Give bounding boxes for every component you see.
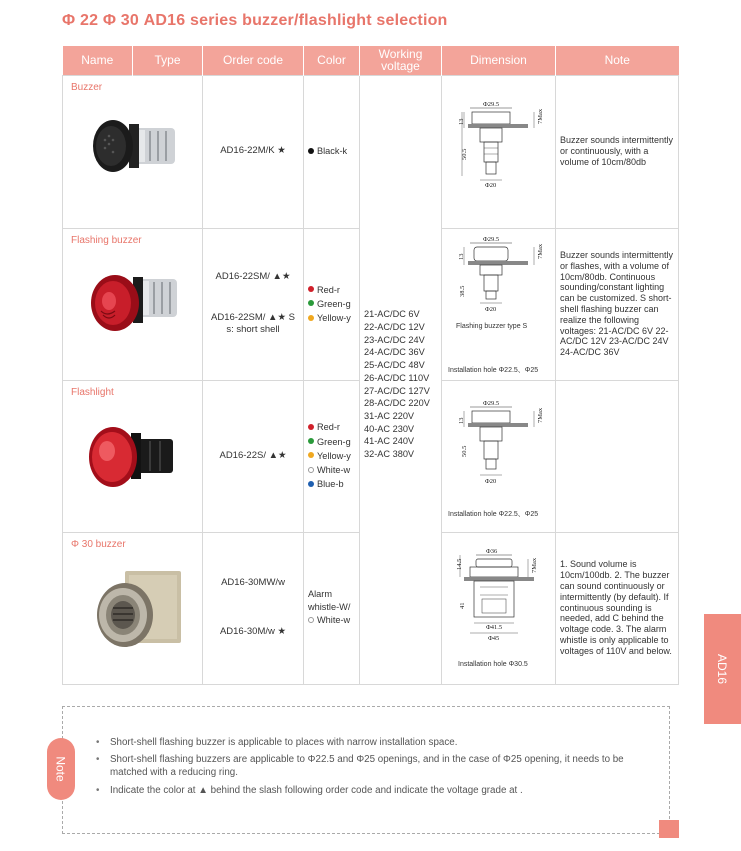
header-order-code: Order code	[203, 46, 304, 75]
voltage-item: 21-AC/DC 6V	[364, 309, 420, 320]
svg-text:Φ29.5: Φ29.5	[483, 399, 500, 407]
note-item: • Indicate the color at ▲ behind the slash following order code and indicate the voltage grade at .	[94, 784, 654, 797]
product-cell-flashlight	[63, 380, 203, 532]
color-swatch-green	[308, 438, 314, 444]
page-title: Φ 22 Φ 30 AD16 series buzzer/flashlight selection	[62, 12, 448, 29]
svg-text:41: 41	[459, 602, 466, 609]
flashing-buzzer-product-image	[89, 265, 189, 345]
header-name: Name	[63, 46, 133, 75]
product-cell-buzzer	[63, 75, 203, 228]
color-item-black: Black-k	[308, 144, 357, 158]
order-code: AD16-22SM/ ▲★	[215, 270, 291, 282]
dimension-cell	[442, 228, 556, 380]
installation-hole-caption: Installation hole Φ22.5、Φ25	[448, 510, 539, 518]
voltage-item: 32-AC 380V	[364, 448, 415, 459]
svg-text:50.5: 50.5	[461, 445, 468, 457]
product-name: Flashing buzzer	[71, 234, 142, 246]
product-name: Φ 30 buzzer	[71, 538, 126, 550]
color-swatch-blue	[308, 481, 314, 487]
svg-text:7Max: 7Max	[531, 557, 538, 573]
note-cell: 1. Sound volume is 10cm/100db. 2. The buzzer can sound continuously or intermittently (by default). If continuous sounding is needed, add C behind the voltage code. 3. The alarm whistle is only applicable to voltages of 110V and below.	[556, 532, 679, 684]
header-dimension: Dimension	[442, 46, 556, 75]
svg-text:7Max: 7Max	[537, 243, 544, 259]
dimension-cell	[442, 532, 556, 684]
note-item: • Short-shell flashing buzzer is applicable to places with narrow installation space.	[94, 736, 654, 749]
color-item-blue: Blue-b	[308, 477, 357, 491]
corner-marker	[659, 820, 679, 838]
color-item-yellow: Yellow-y	[308, 311, 357, 325]
color-item-alarm-whistle: Alarm whistle-W/	[308, 589, 351, 612]
phi30-buzzer-dimension-drawing	[450, 547, 550, 651]
svg-text:14.5: 14.5	[456, 558, 463, 570]
color-item-green: Green-g	[308, 297, 357, 311]
voltage-item: 41-AC 240V	[364, 436, 415, 447]
color-item-yellow: Yellow-y	[308, 449, 357, 463]
color-item-red: Red-r	[308, 283, 357, 297]
order-code: AD16-30M/w ★	[219, 626, 287, 637]
color-item-red: Red-r	[308, 420, 357, 434]
voltage-item: 23-AC/DC 24V	[364, 334, 425, 345]
svg-text:13: 13	[458, 118, 465, 125]
voltage-cell	[360, 75, 442, 684]
color-swatch-white	[308, 617, 314, 623]
note-cell: Buzzer sounds intermittently or flashes, with a volume of 10cm/80db. Continuous sounding/constant lighting can be customized. S short-shell flashing buzzer can realize the following voltages: 21-AC/DC 6V 22-AC/DC 12V 23-AC/DC 24V 24-AC/DC 36V	[556, 228, 679, 380]
svg-text:Φ20: Φ20	[485, 305, 497, 313]
color-item-white: White-w	[308, 613, 357, 627]
installation-hole-caption: Installation hole Φ22.5、Φ25	[448, 366, 539, 374]
svg-text:7Max: 7Max	[537, 407, 544, 423]
color-cell	[304, 532, 360, 684]
note-badge: Note	[47, 738, 75, 800]
color-swatch-green	[308, 300, 314, 306]
color-item-white: White-w	[308, 463, 357, 477]
note-cell: Buzzer sounds intermittently or continuously, with a volume of 10cm/80db	[556, 75, 679, 228]
phi30-buzzer-product-image	[91, 563, 191, 659]
voltage-item: 24-AC/DC 36V	[364, 347, 425, 358]
svg-text:Φ45: Φ45	[488, 634, 500, 642]
voltage-item: 26-AC/DC 110V	[364, 372, 430, 383]
svg-text:Φ36: Φ36	[486, 547, 498, 555]
flashlight-dimension-drawing	[450, 399, 548, 493]
dimension-caption: Flashing buzzer type S	[456, 322, 528, 330]
svg-text:50.5: 50.5	[461, 148, 468, 160]
svg-text:Φ41.5: Φ41.5	[486, 623, 503, 631]
installation-hole-caption: Installation hole Φ30.5	[458, 660, 528, 668]
voltage-item: 28-AC/DC 220V	[364, 398, 430, 409]
flashlight-product-image	[87, 419, 187, 497]
order-code-cell	[203, 532, 304, 684]
side-section-tab: AD16	[704, 614, 741, 724]
table-row	[63, 75, 679, 228]
order-code-cell	[203, 75, 304, 228]
product-cell-phi30-buzzer	[63, 532, 203, 684]
selection-table	[62, 46, 679, 685]
order-code: AD16-30MW/w	[221, 577, 285, 589]
color-cell	[304, 380, 360, 532]
header-note: Note	[556, 46, 679, 75]
product-name: Flashlight	[71, 386, 114, 398]
voltage-item: 27-AC/DC 127V	[364, 385, 430, 396]
order-code: AD16-22SM/ ▲★ S	[211, 311, 295, 323]
note-item: • Short-shell flashing buzzers are applicable to Φ22.5 and Φ25 openings, and in the case of Φ25 opening, it needs to be matched with a reducing ring.	[94, 753, 654, 779]
color-swatch-black	[308, 148, 314, 154]
color-cell	[304, 228, 360, 380]
color-swatch-red	[308, 286, 314, 292]
header-color: Color	[304, 46, 360, 75]
svg-text:13: 13	[458, 417, 465, 424]
color-swatch-red	[308, 424, 314, 430]
svg-text:Φ29.5: Φ29.5	[483, 100, 500, 108]
notes-list	[94, 736, 654, 801]
color-swatch-white	[308, 467, 314, 473]
order-code-note: s: short shell	[226, 324, 280, 336]
svg-text:Φ29.5: Φ29.5	[483, 235, 500, 243]
color-cell	[304, 75, 360, 228]
product-cell-flashing-buzzer	[63, 228, 203, 380]
buzzer-product-image	[89, 110, 185, 180]
order-code: AD16-22S/ ▲★	[219, 449, 287, 461]
dimension-cell	[442, 380, 556, 532]
voltage-item: 31-AC 220V	[364, 410, 415, 421]
note-cell	[556, 380, 679, 532]
order-code-cell	[203, 228, 304, 380]
voltage-item: 40-AC 230V	[364, 423, 415, 434]
svg-text:Φ20: Φ20	[485, 477, 497, 485]
color-swatch-yellow	[308, 452, 314, 458]
svg-text:Φ20: Φ20	[485, 181, 497, 189]
header-type: Type	[133, 46, 203, 75]
product-name: Buzzer	[71, 81, 103, 93]
flashing-buzzer-dimension-drawing	[450, 235, 548, 323]
svg-text:38.5: 38.5	[459, 285, 466, 297]
svg-text:7Max: 7Max	[537, 108, 544, 124]
dimension-cell	[442, 75, 556, 228]
header-working-voltage: Working voltage	[360, 46, 442, 75]
order-code-cell	[203, 380, 304, 532]
table-header-row	[63, 46, 679, 75]
color-item-green: Green-g	[308, 435, 357, 449]
svg-text:13: 13	[458, 253, 465, 260]
voltage-item: 22-AC/DC 12V	[364, 322, 425, 333]
order-code: AD16-22M/K ★	[220, 145, 286, 157]
voltage-item: 25-AC/DC 48V	[364, 360, 425, 371]
color-swatch-yellow	[308, 315, 314, 321]
buzzer-dimension-drawing	[450, 96, 548, 206]
